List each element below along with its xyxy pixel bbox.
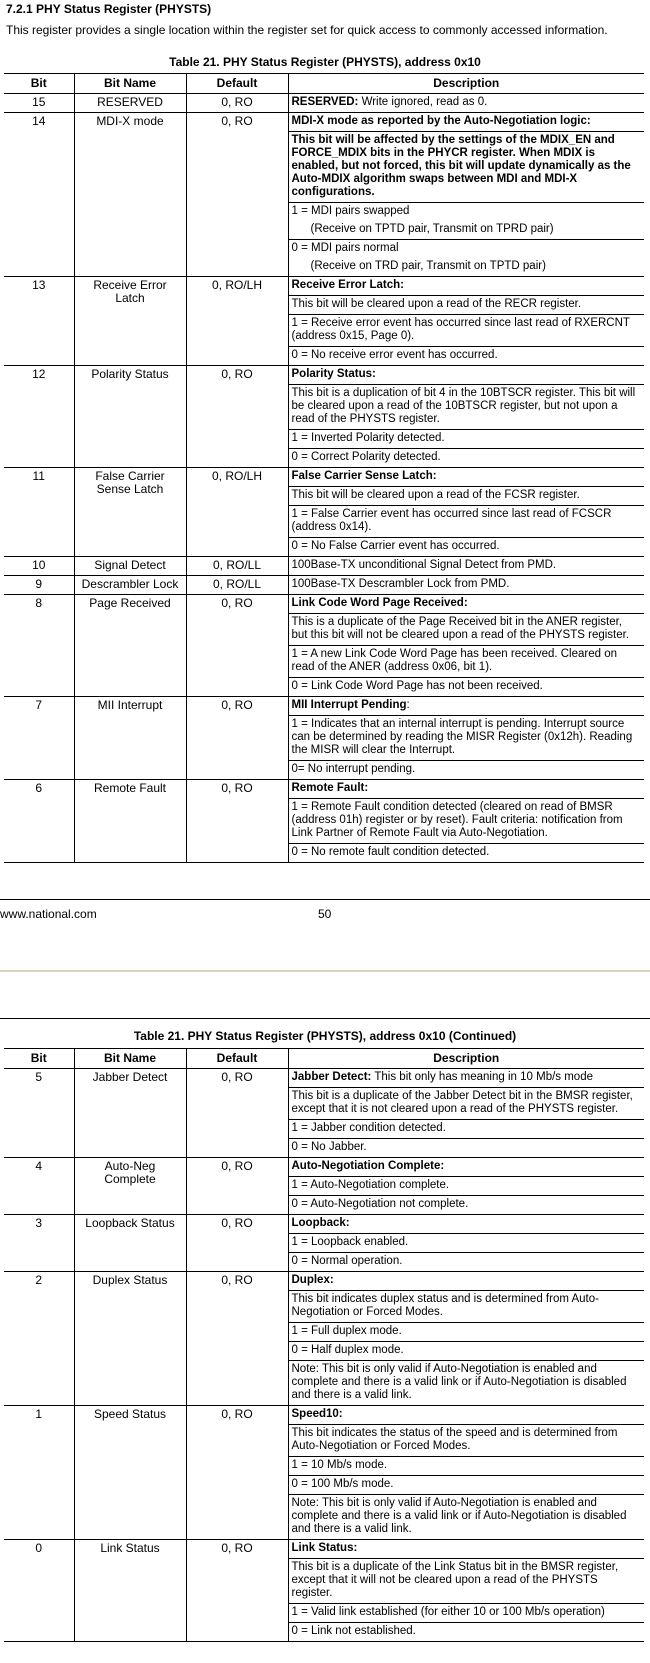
description-cell	[288, 1158, 644, 1215]
description-cell	[288, 468, 644, 557]
desc-heading: MDI-X mode as reported by the Auto-Negotiation logic:	[291, 115, 591, 127]
bit-name-cell: RESERVED	[74, 94, 186, 113]
desc-text: This bit will be affected by the settings of the MDIX_EN and FORCE_MDIX bits in the PHYCR register. When MDIX is enabled, but not forced, this bit will update dynamically as the Auto-MDIX algorithm swaps between MDI and MDI-X configurations.	[289, 131, 645, 202]
bit-name-cell: Receive Error Latch	[74, 277, 186, 366]
default-cell: 0, RO	[186, 366, 288, 468]
description-cell	[288, 277, 644, 366]
desc-heading: Link Status:	[291, 1542, 358, 1554]
bit-name-cell: Descrambler Lock	[74, 576, 186, 595]
desc-heading: Remote Fault:	[291, 782, 369, 794]
desc-text: This bit is a duplicate of the Jabber Detect bit in the BMSR register, except that it is not cleared upon a read of the PHYSTS register.	[289, 1087, 645, 1119]
description-cell	[288, 113, 644, 277]
table-row	[4, 557, 644, 576]
bit-name-cell: Jabber Detect	[74, 1069, 186, 1158]
desc-text: 0= No interrupt pending.	[289, 760, 645, 779]
desc-text: This bit will be cleared upon a read of the FCSR register.	[289, 486, 645, 505]
description-cell	[288, 94, 644, 113]
table-caption: Table 21. PHY Status Register (PHYSTS), address 0x10	[169, 55, 481, 69]
desc-heading: Auto-Negotiation Complete:	[291, 1160, 445, 1172]
desc-text: 1 = Indicates that an internal interrupt is pending. Interrupt source can be determined by reading the MISR Register (0x12h). Reading the MISR will clear the Interrupt.	[289, 715, 645, 760]
default-cell: 0, RO	[186, 1272, 288, 1406]
desc-text: 0 = No receive error event has occurred.	[289, 346, 645, 365]
description-cell	[288, 1215, 644, 1272]
bit-name-cell: Loopback Status	[74, 1215, 186, 1272]
desc-text: 1 = MDI pairs swapped	[289, 202, 645, 221]
table-caption-continued: Table 21. PHY Status Register (PHYSTS), address 0x10 (Continued)	[133, 1029, 517, 1043]
bit-name-cell: Signal Detect	[74, 557, 186, 576]
col-header-bit: Bit	[4, 74, 74, 94]
default-cell: 0, RO	[186, 1215, 288, 1272]
default-cell: 0, RO	[186, 1540, 288, 1642]
page-separator	[0, 970, 650, 972]
default-cell: 0, RO	[186, 113, 288, 277]
description-cell	[288, 780, 644, 863]
desc-heading: Link Code Word Page Received:	[291, 597, 468, 609]
table-row	[4, 1406, 644, 1540]
bit-cell: 9	[4, 576, 74, 595]
description-cell	[288, 366, 644, 468]
desc-text: This is a duplicate of the Page Received bit in the ANER register, but this bit will not be cleared upon a read of the PHYSTS register.	[289, 613, 645, 645]
table-row	[4, 1158, 644, 1215]
desc-heading: Speed10:	[291, 1408, 343, 1420]
desc-text: 0 = Normal operation.	[289, 1252, 645, 1271]
bit-name-cell: Page Received	[74, 595, 186, 697]
desc-text: 0 = Link Code Word Page has not been received.	[289, 677, 645, 696]
page-number: 50	[318, 907, 332, 921]
bit-name-cell: Polarity Status	[74, 366, 186, 468]
bit-name-cell: Auto-Neg Complete	[74, 1158, 186, 1215]
col-header-default: Default	[186, 74, 288, 94]
desc-text: 1 = Auto-Negotiation complete.	[289, 1176, 645, 1195]
description-cell	[288, 576, 644, 595]
table-row	[4, 1215, 644, 1272]
desc-text: 1 = Valid link established (for either 10 or 100 Mb/s operation)	[289, 1603, 645, 1622]
description-cell	[288, 557, 644, 576]
bit-name-cell: Speed Status	[74, 1406, 186, 1540]
table-header-row	[4, 1049, 644, 1069]
desc-heading: Polarity Status:	[291, 368, 376, 380]
col-header-bit-name: Bit Name	[74, 74, 186, 94]
default-cell: 0, RO	[186, 1158, 288, 1215]
default-cell: 0, RO	[186, 1069, 288, 1158]
desc-text: 0 = No remote fault condition detected.	[289, 843, 645, 862]
desc-text: 1 = Inverted Polarity detected.	[289, 429, 645, 448]
desc-heading: RESERVED:	[291, 96, 359, 108]
desc-note: Note: This bit is only valid if Auto-Negotiation is enabled and complete and there is a valid link or if Auto-Negotiation is disabled and there is a valid link.	[289, 1360, 645, 1405]
desc-text: 1 = Remote Fault condition detected (cleared on read of BMSR (address 01h) register or by reset). Fault criteria: notification from Link Partner of Remote Fault via Auto-Negotiation.	[289, 798, 645, 843]
desc-text: 100Base-TX unconditional Signal Detect from PMD.	[291, 559, 557, 571]
default-cell: 0, RO/LL	[186, 576, 288, 595]
desc-text: :	[406, 699, 410, 711]
bit-name-cell: Link Status	[74, 1540, 186, 1642]
register-table-continued	[4, 1048, 644, 1642]
bit-name-cell: False Carrier Sense Latch	[74, 468, 186, 557]
desc-text: 0 = Half duplex mode.	[289, 1341, 645, 1360]
desc-text: This bit is a duplication of bit 4 in the 10BTSCR register. This bit will be cleared upon a read of the 10BTSCR register, but not upon a read of the PHYSTS register.	[289, 384, 645, 429]
desc-text: 1 = A new Link Code Word Page has been received. Cleared on read of the ANER (address 0x06, bit 1).	[289, 645, 645, 677]
bit-cell: 6	[4, 780, 74, 863]
desc-heading: Duplex:	[291, 1274, 334, 1286]
description-cell	[288, 1069, 644, 1158]
desc-text: 0 = 100 Mb/s mode.	[289, 1475, 645, 1494]
default-cell: 0, RO/LL	[186, 557, 288, 576]
table-row	[4, 1272, 644, 1406]
col-header-bit-name: Bit Name	[74, 1049, 186, 1069]
desc-text: This bit indicates duplex status and is determined from Auto-Negotiation or Forced Modes.	[289, 1290, 645, 1322]
default-cell: 0, RO	[186, 595, 288, 697]
desc-text: 1 = Receive error event has occurred since last read of RXERCNT (address 0x15, Page 0).	[289, 314, 645, 346]
desc-text: (Receive on TRD pair, Transmit on TPTD pair)	[310, 260, 546, 272]
desc-text: Write ignored, read as 0.	[358, 96, 488, 108]
desc-text: 1 = Loopback enabled.	[289, 1233, 645, 1252]
table-row	[4, 113, 644, 277]
col-header-description: Description	[288, 74, 644, 94]
bit-cell: 4	[4, 1158, 74, 1215]
table-row	[4, 366, 644, 468]
desc-text: 1 = Full duplex mode.	[289, 1322, 645, 1341]
desc-text: 0 = Correct Polarity detected.	[289, 448, 645, 467]
table-bottom-rule	[0, 899, 650, 900]
desc-text: 1 = False Carrier event has occurred since last read of FCSCR (address 0x14).	[289, 505, 645, 537]
default-cell: 0, RO	[186, 697, 288, 780]
desc-text: 0 = No Jabber.	[289, 1138, 645, 1157]
table-row	[4, 277, 644, 366]
default-cell: 0, RO	[186, 94, 288, 113]
desc-note: Note: This bit is only valid if Auto-Negotiation is enabled and complete and there is a valid link or if Auto-Negotiation is disabled and there is a valid link.	[289, 1494, 645, 1539]
bit-cell: 15	[4, 94, 74, 113]
bit-cell: 12	[4, 366, 74, 468]
desc-text: 1 = 10 Mb/s mode.	[289, 1456, 645, 1475]
table-row	[4, 468, 644, 557]
bit-cell: 5	[4, 1069, 74, 1158]
desc-text: 1 = Jabber condition detected.	[289, 1119, 645, 1138]
register-table	[4, 73, 644, 863]
desc-text: 100Base-TX Descrambler Lock from PMD.	[291, 578, 510, 590]
col-header-default: Default	[186, 1049, 288, 1069]
bit-cell: 2	[4, 1272, 74, 1406]
description-cell	[288, 595, 644, 697]
description-cell	[288, 1272, 644, 1406]
bit-name-cell: Remote Fault	[74, 780, 186, 863]
bit-cell: 14	[4, 113, 74, 277]
description-cell	[288, 1406, 644, 1540]
description-cell	[288, 697, 644, 780]
table-row	[4, 1069, 644, 1158]
table-row	[4, 595, 644, 697]
default-cell: 0, RO	[186, 780, 288, 863]
desc-text: This bit indicates the status of the speed and is determined from Auto-Negotiation or Forced Modes.	[289, 1424, 645, 1456]
table-row	[4, 94, 644, 113]
col-header-bit: Bit	[4, 1049, 74, 1069]
default-cell: 0, RO	[186, 1406, 288, 1540]
bit-cell: 13	[4, 277, 74, 366]
bit-cell: 1	[4, 1406, 74, 1540]
desc-heading: MII Interrupt Pending	[291, 699, 407, 711]
table-row	[4, 1540, 644, 1642]
bit-cell: 7	[4, 697, 74, 780]
description-cell	[288, 1540, 644, 1642]
bit-cell: 10	[4, 557, 74, 576]
desc-text: This bit will be cleared upon a read of the RECR register.	[289, 295, 645, 314]
bit-name-cell: MII Interrupt	[74, 697, 186, 780]
bit-cell: 11	[4, 468, 74, 557]
desc-heading: Receive Error Latch:	[291, 279, 404, 291]
desc-text: 0 = MDI pairs normal	[289, 239, 645, 258]
section-title: 7.2.1 PHY Status Register (PHYSTS)	[6, 2, 212, 16]
col-header-description: Description	[288, 1049, 644, 1069]
table-row	[4, 697, 644, 780]
desc-text: 0 = Auto-Negotiation not complete.	[289, 1195, 645, 1214]
desc-text: This bit is a duplicate of the Link Status bit in the BMSR register, except that it will not be cleared upon a read of the PHYSTS register.	[289, 1558, 645, 1603]
desc-heading: Loopback:	[291, 1217, 350, 1229]
desc-heading: Jabber Detect:	[291, 1071, 372, 1083]
table-header-row	[4, 74, 644, 94]
bit-cell: 8	[4, 595, 74, 697]
page-top-rule	[0, 1018, 650, 1019]
desc-text: (Receive on TPTD pair, Transmit on TPRD pair)	[310, 223, 554, 235]
bit-name-cell: MDI-X mode	[74, 113, 186, 277]
default-cell: 0, RO/LH	[186, 277, 288, 366]
default-cell: 0, RO/LH	[186, 468, 288, 557]
desc-text: 0 = Link not established.	[289, 1622, 645, 1641]
bit-name-cell: Duplex Status	[74, 1272, 186, 1406]
bit-cell: 3	[4, 1215, 74, 1272]
table-row	[4, 780, 644, 863]
bit-cell: 0	[4, 1540, 74, 1642]
footer-url: www.national.com	[0, 907, 97, 921]
desc-text: 0 = No False Carrier event has occurred.	[289, 537, 645, 556]
table-row	[4, 576, 644, 595]
desc-heading: False Carrier Sense Latch:	[291, 470, 437, 482]
intro-text: This register provides a single location within the register set for quick access to commonly accessed information.	[6, 23, 608, 37]
desc-text: This bit only has meaning in 10 Mb/s mode	[371, 1071, 593, 1083]
